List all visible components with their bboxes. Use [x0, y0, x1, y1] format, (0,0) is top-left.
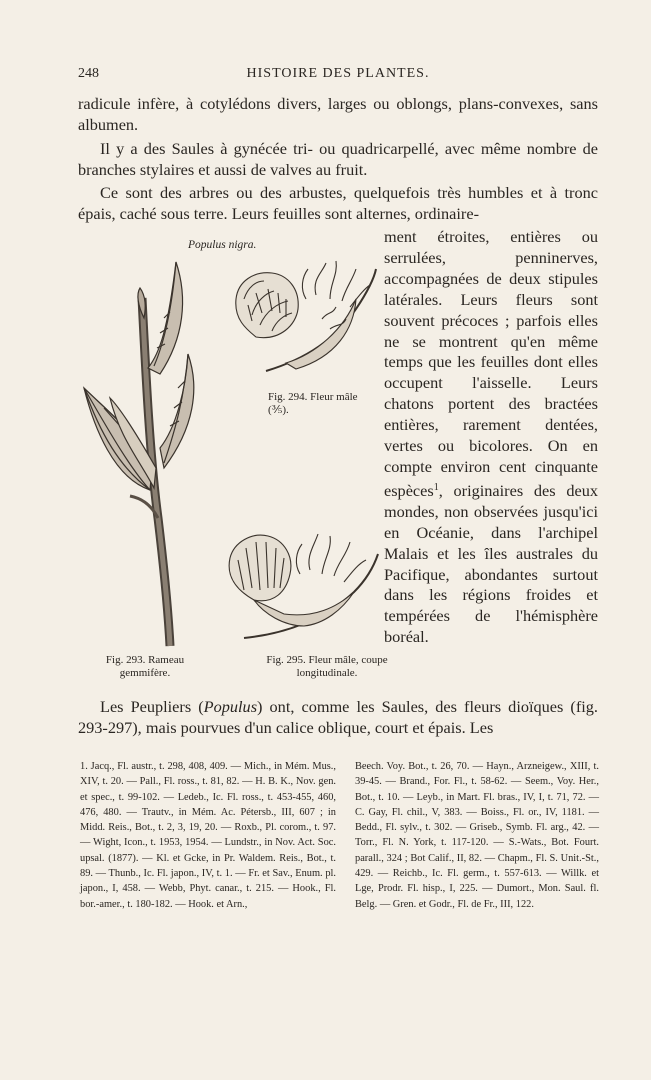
page-header	[78, 66, 598, 86]
genus-name: Populus	[203, 697, 258, 716]
paragraph-3-continued	[384, 227, 598, 648]
figure-293-caption: Fig. 293. Rameau gemmifère.	[105, 654, 185, 679]
figure-294-male-flower-illustration	[226, 259, 380, 379]
paragraph-3-continued-b: , originaires des deux mondes, non observées jusqu'ici en Océanie, dans l'archipel Malais et les îles australes du Pacifique, abondantes surtout dans les régions froides et tempérées de l'hémisphère boréal.	[384, 480, 598, 647]
paragraph-4-b: ) ont, comme les Saules, des fleurs dioïques (fig. 293-297), mais pourvues d'un calice oblique, court et épais. Les	[78, 697, 599, 737]
footnote-column-left: 1. Jacq., Fl. austr., t. 298, 408, 409. — Mich., in Mém. Mus., XIV, t. 20. — Pall., Fl. ross., t. 81, 82. — H. B. K., Nov. gen. et spec., t. 99-102. — Ledeb., Ic. Fl. ross., t. 453-455, 460, 476, 480. — Trautv., in Mém. Ac. Pétersb., III, 607 ; in Midd. Reis., Bot., t. 2, 3, 19, 20. — Roxb., Pl. corom., t. 97. — Wight, Icon., t. 1953, 1954. — Lundstr., in Nov. Act. Soc. upsal. (1877). — Kl. et Gcke, in Pr. Waldem. Reis., Bot., t. 89. — Thunb., Ic. Fl. japon., IV, t. 1. — Fr. et Sav., Enum. pl. japon., I, 458. — Webb, Phyt. canar., t. 215. — Hook., Fl. bor.-amer., t. 180-182. — Hook. et Arn.,	[80, 761, 336, 910]
paragraph-1: radicule infère, à cotylédons divers, larges ou oblongs, plans-convexes, sans albumen.	[78, 94, 598, 134]
page-number: 248	[78, 66, 99, 81]
paragraph-4-a: Les Peupliers (	[100, 697, 204, 716]
footnote-marker: 1	[433, 481, 439, 493]
paragraph-2: Il y a des Saules à gynécée tri- ou quadricarpellé, avec même nombre de branches stylaires et aussi de valves au fruit.	[78, 139, 598, 179]
figure-295-flower-section-illustration	[224, 530, 382, 646]
paragraph-3-continued-a: ment étroites, entières ou serrulées, penninerves, accompagnées de deux stipules latérales. Leurs fleurs sont souvent précoces ; parfois elles ne se montrent qu'en même temps que les feuilles dont elles occupent l'aisselle. Leurs chatons portent des bractées entières, rarement dentées, vertes ou bicolores. On en compte environ cent cinquante espèces	[384, 227, 598, 500]
paragraph-3: Ce sont des arbres ou des arbustes, quelquefois très humbles et à tronc épais, caché sous terre. Leurs feuilles sont alternes, ordinaire-	[78, 183, 598, 223]
running-head: HISTOIRE DES PLANTES.	[246, 66, 430, 81]
paragraph-4	[78, 697, 598, 738]
footnote-column-right: Beech. Voy. Bot., t. 26, 70. — Hayn., Arzneigew., XIII, t. 39-45. — Brand., For. Fl., t. 58-62. — Seem., Voy. Her., Bot., t. 10. — Leyb., in Mart. Fl. bras., IV, I, t. 71, 72. — C. Gay, Fl. chil., V, 383. — Boiss., Fl. or., IV, 1181. — Bedd., Fl. sylv., t. 302. — Griseb., Symb. Fl. arg., 42. — Torr., Fl. N. York, t. 117-120. — S.-Wats., Bot. Fourt. parall., 324 ; Bot Calif., II, 82. — Chapm., Fl. S. Unit.-St., 429. — Reichb., Ic. Fl. germ., t. 557-613. — Willk. et Lge, Prodr. Fl. hisp., I, 225. — Dumort., Mon. Saul. fl. Belg. — Gren. et Godr., Fl. de Fr., III, 122.	[355, 761, 599, 910]
figure-293-twig-illustration	[80, 258, 210, 650]
figure-295-caption: Fig. 295. Fleur mâle, coupe longitudinale.	[266, 654, 388, 679]
species-label: Populus nigra.	[188, 239, 257, 251]
figure-294-caption: Fig. 294. Fleur mâle (⅗).	[268, 391, 358, 416]
